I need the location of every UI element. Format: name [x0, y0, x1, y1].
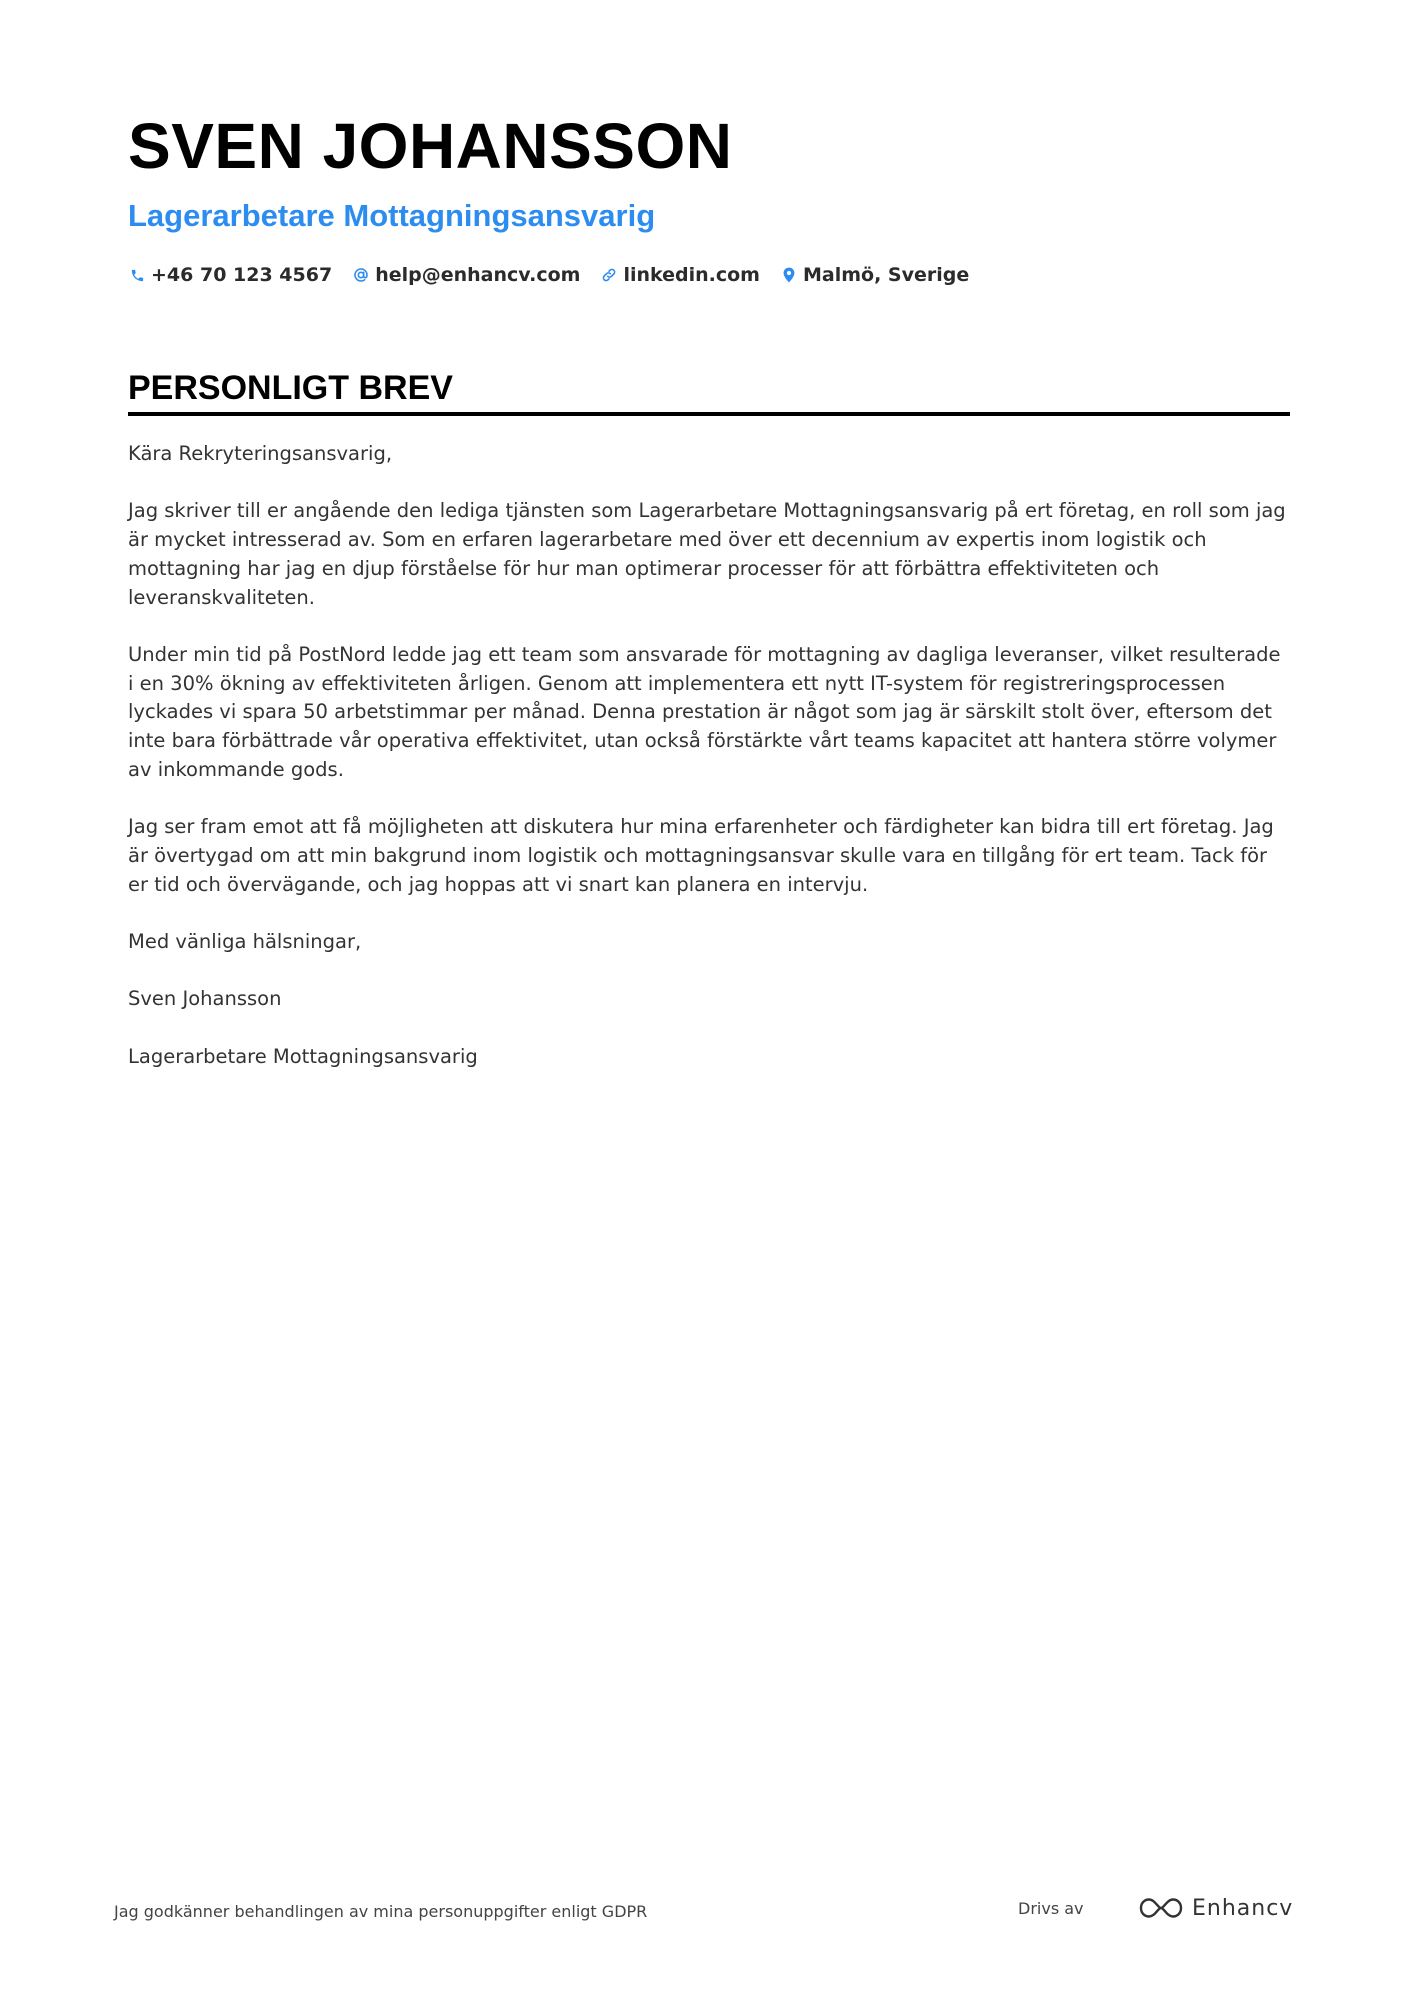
contact-phone-text: +46 70 123 4567 — [151, 264, 333, 286]
contact-bar — [128, 262, 1290, 288]
letter-signature-title: Lagerarbetare Mottagningsansvarig — [128, 1044, 478, 1068]
letter-paragraph: Jag ser fram emot att få möjligheten att diskutera hur mina erfarenheter och färdigheter kan bidra till ert företag. Jag är övertygad om att min bakgrund inom logistik och mottagningsansvar skulle vara en tillgång för ert team. Tack för er tid och övervägande, och jag hoppas att vi snart kan planera en intervju. — [128, 815, 1274, 896]
contact-linkedin[interactable] — [600, 264, 760, 286]
contact-linkedin-text: linkedin.com — [623, 264, 760, 286]
letter-paragraph: Under min tid på PostNord ledde jag ett team som ansvarade för mottagning av dagliga leveranser, vilket resulterade i en 30% ökning av effektiviteten årligen. Genom att implementera ett nytt IT-system för registreringsprocessen lyckades vi spara 50 arbetstimmar per månad. Denna prestation är något som jag är särskilt stolt över, eftersom det inte bara förbättrade vår operativa effektivitet, utan också förstärkte vårt teams kapacitet att hantera större volymer av inkommande gods. — [128, 642, 1281, 781]
footer — [0, 1880, 1410, 1940]
candidate-title: Lagerarbetare Mottagningsansvarig — [128, 198, 656, 233]
contact-location-text: Malmö, Sverige — [802, 264, 970, 286]
enhancv-logo-icon — [1138, 1895, 1184, 1921]
gdpr-consent-text: Jag godkänner behandlingen av mina personuppgifter enligt GDPR — [114, 1902, 648, 1921]
location-pin-icon — [780, 266, 798, 284]
candidate-name: SVEN JOHANSSON — [128, 110, 733, 182]
letter-greeting: Kära Rekryteringsansvarig, — [128, 442, 393, 465]
contact-phone[interactable] — [128, 264, 332, 286]
brand-logo[interactable] — [1138, 1890, 1293, 1926]
letter-body — [128, 440, 1290, 1071]
phone-icon — [128, 266, 146, 284]
section-heading: PERSONLIGT BREV — [128, 369, 453, 407]
letter-closing: Med vänliga hälsningar, — [128, 929, 362, 953]
header — [128, 108, 1290, 288]
brand-name: Enhancv — [1192, 1895, 1294, 1921]
cover-letter-section — [128, 368, 1290, 1100]
letter-paragraph: Jag skriver till er angående den lediga tjänsten som Lagerarbetare Mottagningsansvarig på ert företag, en roll som jag är mycket intresserad av. Som en erfaren lagerarbetare med över ett decennium av expertis inom logistik och mottagning har jag en djup förståelse för hur man optimerar processer för att förbättra effektiviteten och leveranskvaliteten. — [128, 499, 1286, 609]
section-divider — [128, 412, 1290, 416]
contact-email[interactable] — [352, 264, 580, 286]
letter-signature-name: Sven Johansson — [128, 987, 282, 1011]
contact-email-text: help@enhancv.com — [375, 264, 581, 286]
powered-by-text: Drivs av — [1018, 1899, 1084, 1918]
link-icon — [600, 266, 618, 284]
at-icon — [352, 266, 370, 284]
contact-location — [780, 264, 969, 286]
